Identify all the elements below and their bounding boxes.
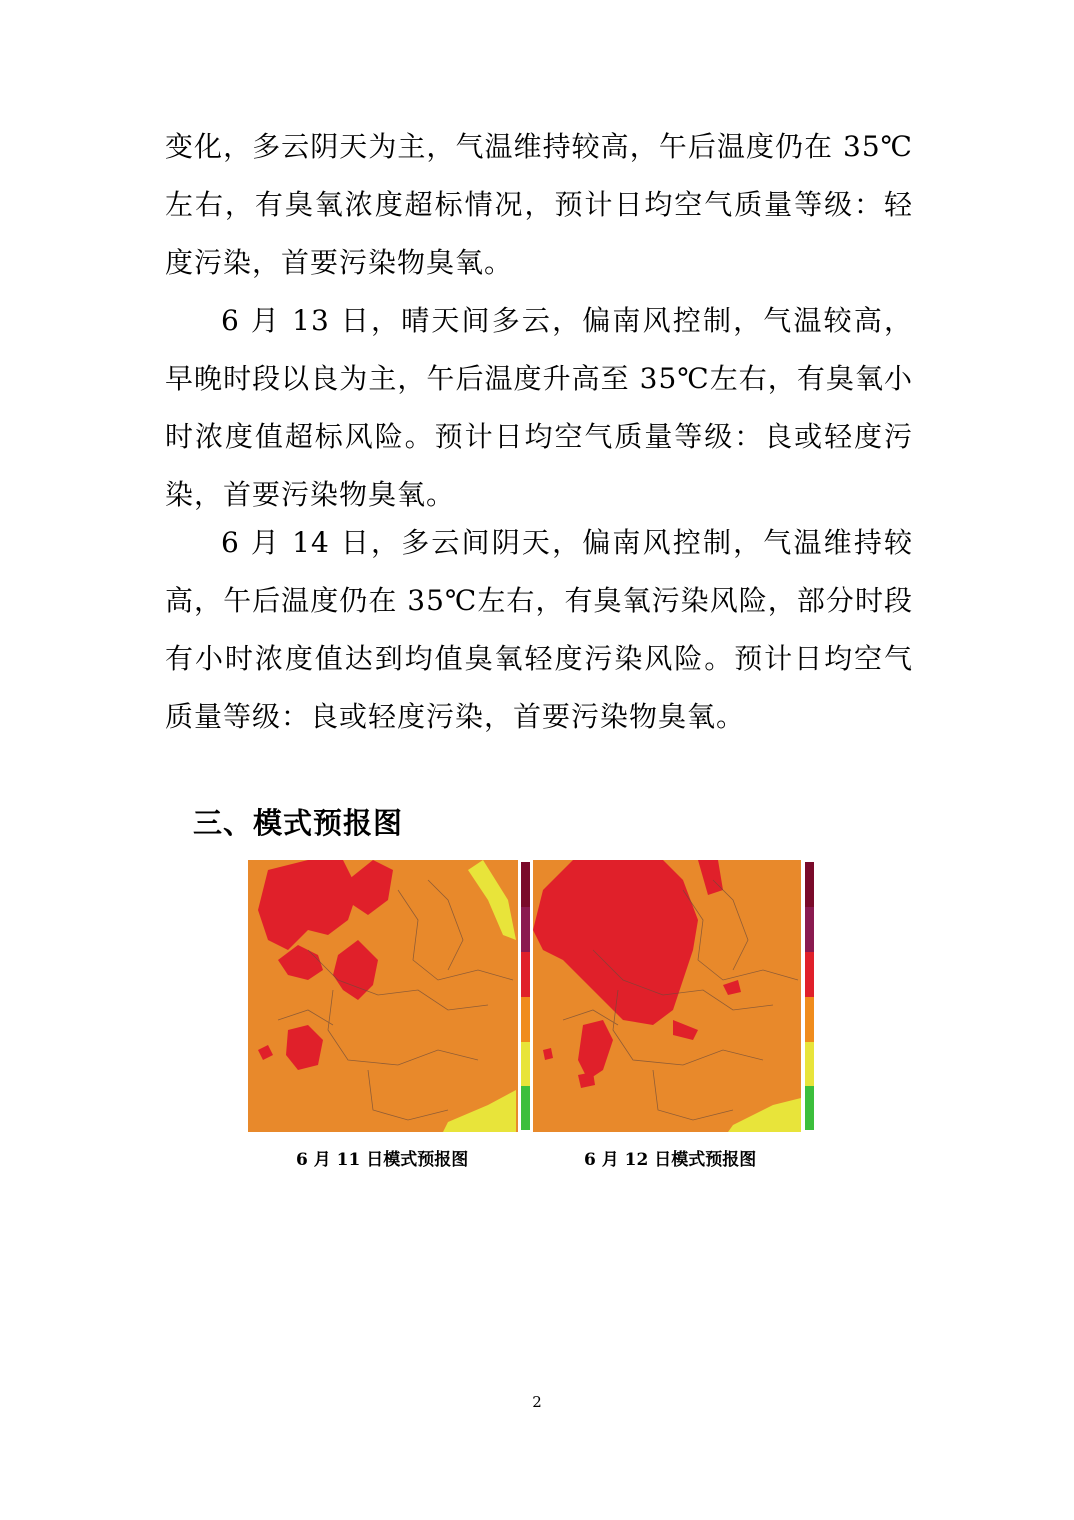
color-scale-june-12 xyxy=(805,862,814,1130)
page-number: 2 xyxy=(532,1393,542,1411)
paragraph-june-14 xyxy=(165,514,913,746)
paragraph-june-13 xyxy=(165,292,913,524)
forecast-map-june-12-graphic xyxy=(533,860,801,1132)
forecast-map-june-11 xyxy=(248,860,518,1132)
color-scale-june-11 xyxy=(521,862,530,1130)
forecast-map-june-11-graphic xyxy=(248,860,518,1132)
figure-caption-june-12: 6 月 12 日模式预报图 xyxy=(584,1150,757,1170)
forecast-map-june-12 xyxy=(533,860,801,1132)
paragraph-2: 6 月 13 日，晴天间多云，偏南风控制，气温较高，早晚时段以良为主，午后温度升高至 35℃左右，有臭氧小时浓度值超标风险。预计日均空气质量等级：良或轻度污染，首要污染物臭氧。 xyxy=(165,304,913,511)
paragraph-3: 6 月 14 日，多云间阴天，偏南风控制，气温维持较高，午后温度仍在 35℃左右，有臭氧污染风险，部分时段有小时浓度值达到均值臭氧轻度污染风险。预计日均空气质量等级：良或轻度污染，首要污染物臭氧。 xyxy=(165,526,913,733)
section-heading: 三、模式预报图 xyxy=(193,806,404,840)
figure-caption-june-11: 6 月 11 日模式预报图 xyxy=(296,1150,469,1170)
paragraph-continued xyxy=(165,118,913,292)
paragraph-1: 变化，多云阴天为主，气温维持较高，午后温度仍在 35℃左右，有臭氧浓度超标情况，预计日均空气质量等级：轻度污染，首要污染物臭氧。 xyxy=(165,130,913,279)
